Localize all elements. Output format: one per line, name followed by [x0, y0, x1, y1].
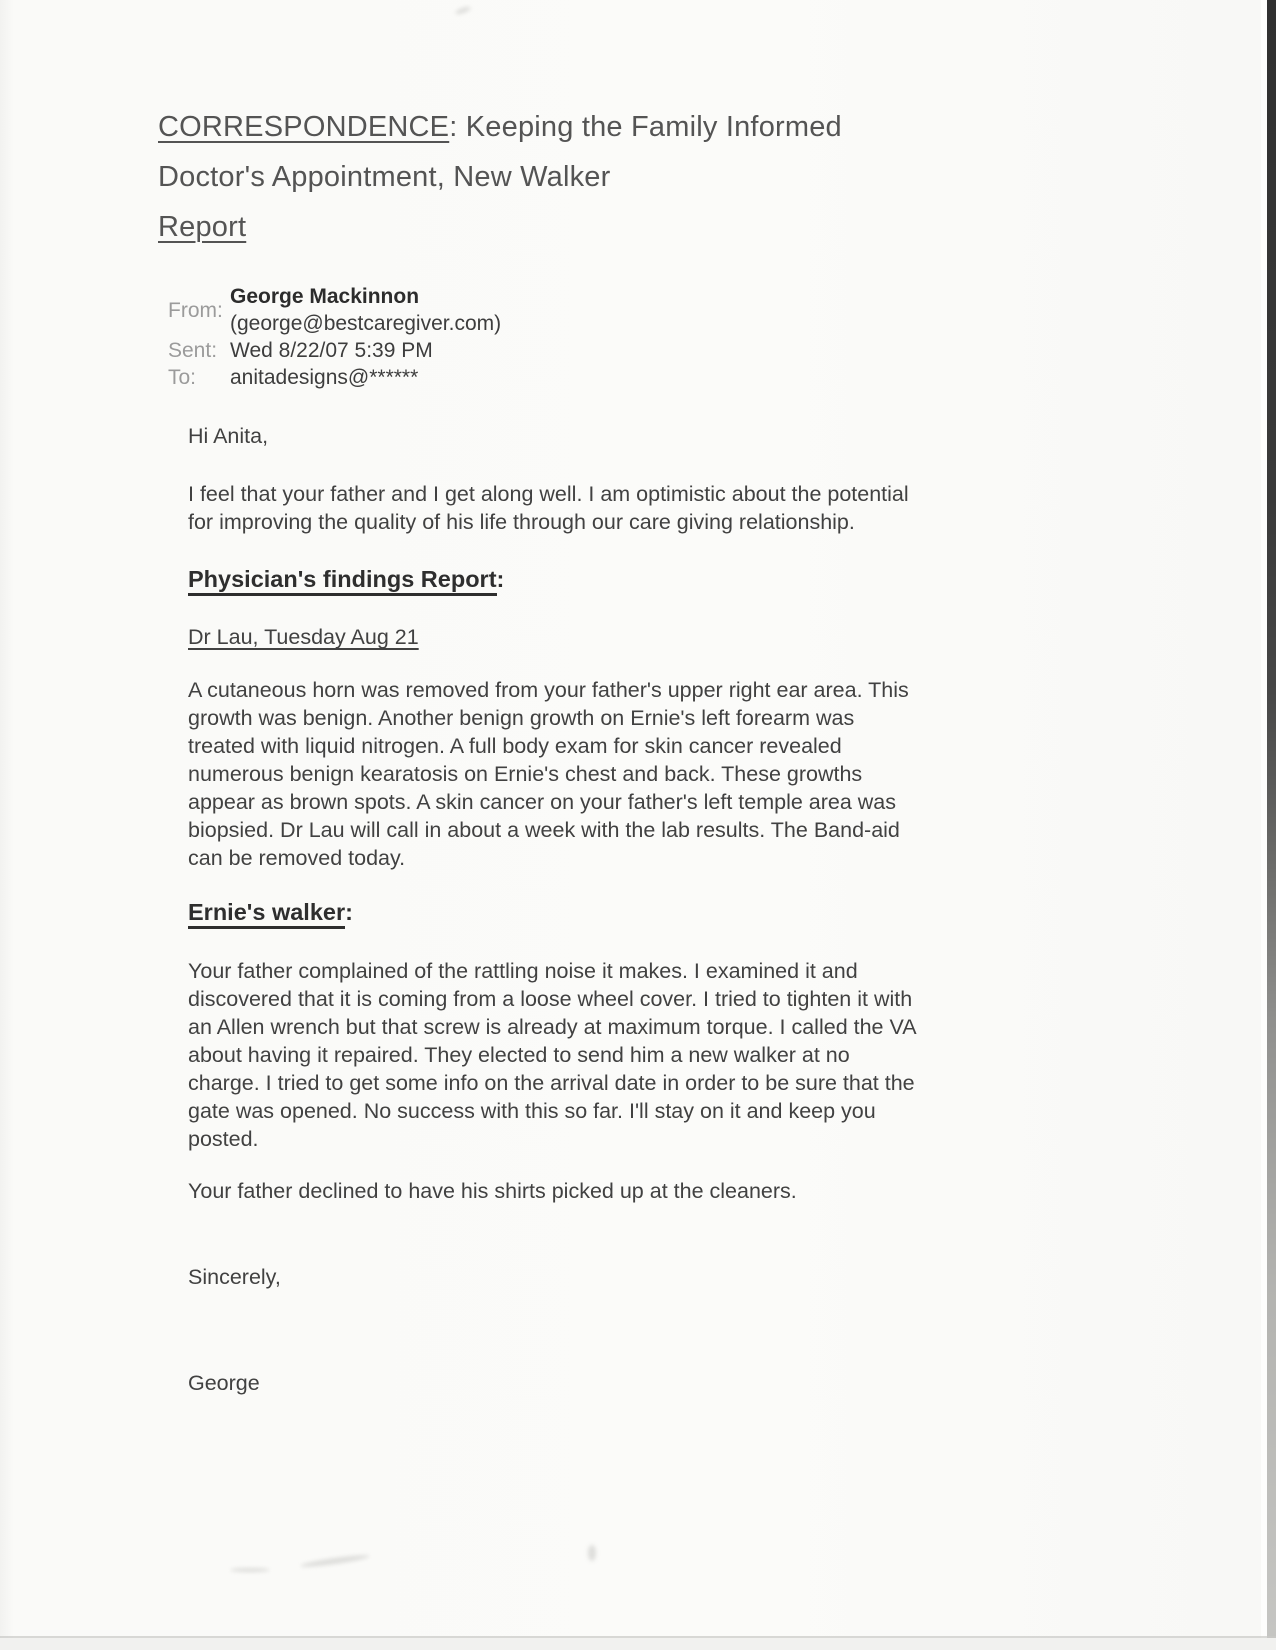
from-value	[230, 283, 501, 337]
intro-paragraph: I feel that your father and I get along well. I am optimistic about the potential for improving the quality of his life through our care giving relationship.	[188, 482, 909, 534]
scan-edge-shadow	[1267, 0, 1276, 1650]
document-title	[158, 102, 842, 252]
greeting: Hi Anita,	[188, 424, 269, 448]
closing-note: Your father declined to have his shirts picked up at the cleaners.	[188, 1179, 797, 1203]
physician-findings-heading-text: Physician's findings Report	[188, 566, 497, 596]
ernies-walker-heading	[188, 898, 1016, 926]
physician-findings-heading	[188, 565, 1016, 593]
walker-paragraph: Your father complained of the rattling noise it makes. I examined it and discovered that it is coming from a loose wheel cover. I tried to tighten it with an Allen wrench but that screw is already at maximum torque. I called the VA about having it repaired. They elected to send him a new walker at no charge. I tried to get some info on the arrival date in order to be sure that the gate was opened. No success with this so far. I'll stay on it and keep you posted.	[188, 959, 917, 1151]
title-correspondence: CORRESPONDENCE	[158, 111, 450, 143]
header-from-row	[168, 283, 501, 337]
title-line-1-rest: : Keeping the Family Informed	[449, 111, 842, 143]
scan-bottom-margin	[0, 1638, 1276, 1650]
scan-smudge	[455, 5, 472, 15]
signoff: Sincerely,	[188, 1265, 281, 1289]
email-body	[188, 422, 1016, 1397]
physician-findings-paragraph: A cutaneous horn was removed from your father's upper right ear area. This growth was benign. Another benign growth on Ernie's left forearm was treated with liquid nitrogen. A full body exam for skin cancer revealed numerous benign kearatosis on Ernie's chest and back. These growths appear as brown spots. A skin cancer on your father's left temple area was biopsied. Dr Lau will call in about a week with the lab results. The Band-aid can be removed today.	[188, 678, 909, 870]
sender-email: (george@bestcaregiver.com)	[230, 312, 502, 335]
physician-findings-heading-colon: :	[496, 566, 505, 592]
ernies-walker-heading-colon: :	[345, 899, 353, 925]
title-report: Report	[158, 211, 247, 243]
from-label: From:	[168, 298, 223, 322]
title-line-2: Doctor's Appointment, New Walker	[158, 161, 611, 193]
to-label: To:	[168, 366, 197, 389]
sent-label: Sent:	[168, 339, 218, 362]
ernies-walker-heading-text: Ernie's walker	[188, 899, 345, 929]
email-header-block	[168, 283, 501, 391]
dr-lau-subheading-text: Dr Lau, Tuesday Aug 21	[188, 625, 419, 649]
sender-name: George Mackinnon	[230, 285, 420, 308]
header-to-row	[168, 364, 501, 391]
dr-lau-subheading	[188, 623, 1016, 651]
signature: George	[188, 1371, 260, 1395]
scan-smudge	[588, 1545, 596, 1561]
sent-value: Wed 8/22/07 5:39 PM	[230, 339, 433, 362]
header-sent-row	[168, 337, 501, 364]
to-value: anitadesigns@******	[230, 366, 419, 389]
scan-smudge	[230, 1568, 270, 1572]
title-line-1	[158, 102, 842, 152]
title-line-3	[158, 202, 842, 252]
scan-smudge	[300, 1553, 370, 1569]
